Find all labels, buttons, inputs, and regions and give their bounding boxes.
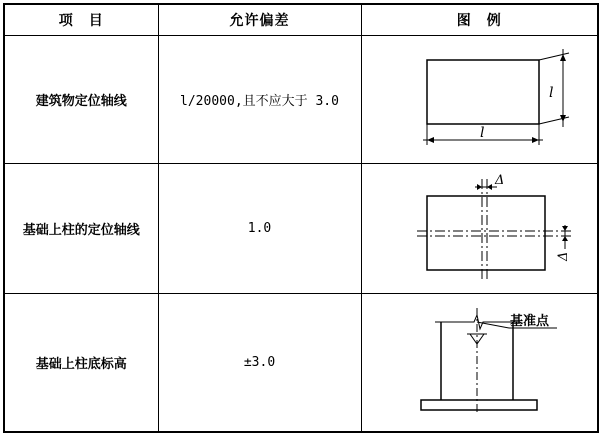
column-axis-diagram <box>379 171 579 286</box>
figure-axis-rectangle <box>361 36 598 164</box>
label-delta-top: Δ <box>495 173 505 188</box>
table-row <box>4 164 598 294</box>
row-tolerance: l/20000,且不应大于 3.0 <box>158 36 361 164</box>
label-l-vertical: l <box>549 84 554 101</box>
delta-top-arrow-right <box>487 184 492 190</box>
label-datum: 基准点 <box>510 313 550 329</box>
header-figure: 图 例 <box>361 4 598 36</box>
row-item: 基础上柱的定位轴线 <box>4 164 158 294</box>
row-item: 建筑物定位轴线 <box>4 36 158 164</box>
arrow-left <box>427 137 434 143</box>
building-outline <box>427 60 539 124</box>
header-tolerance: 允许偏差 <box>158 4 361 36</box>
delta-side-arrow-up <box>562 226 568 231</box>
header-item: 项 目 <box>4 4 158 36</box>
table-header-row <box>4 4 598 36</box>
label-l-horizontal: l <box>480 124 485 141</box>
row-tolerance: ±3.0 <box>158 294 361 432</box>
label-delta-side: Δ <box>556 251 572 261</box>
row-item: 基础上柱底标高 <box>4 294 158 432</box>
delta-top-arrow-left <box>477 184 482 190</box>
column-elevation-diagram <box>379 300 579 425</box>
base-plate <box>421 400 537 410</box>
table-row <box>4 36 598 164</box>
arrow-right <box>532 137 539 143</box>
table-row <box>4 294 598 432</box>
figure-column-axis <box>361 164 598 294</box>
figure-column-elevation <box>361 294 598 432</box>
tolerance-table <box>3 3 599 433</box>
column-outline <box>427 196 545 270</box>
row-tolerance: 1.0 <box>158 164 361 294</box>
delta-side-arrow-down <box>562 236 568 241</box>
axis-rect-diagram <box>379 45 579 155</box>
